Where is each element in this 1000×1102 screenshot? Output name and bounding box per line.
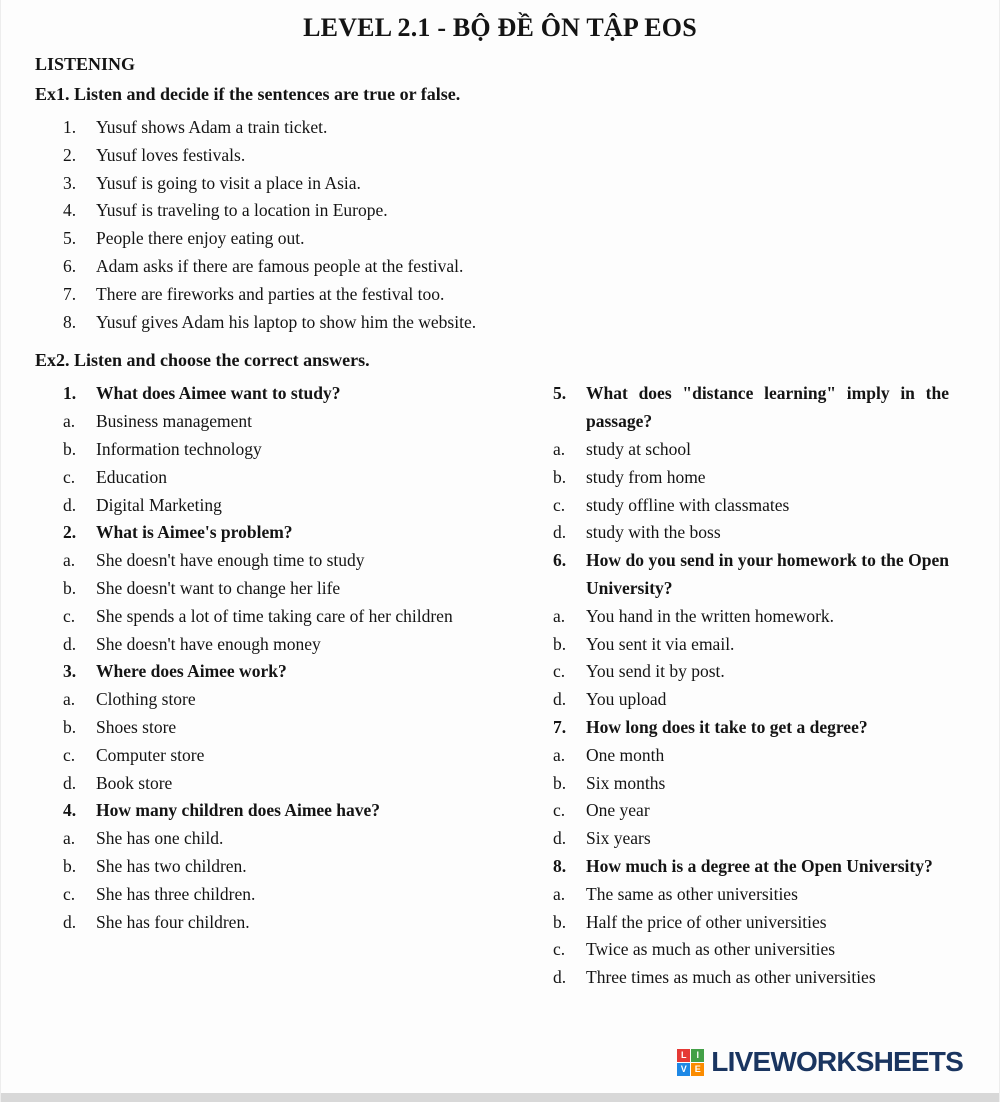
ex1-statement xyxy=(63,114,965,142)
ex2-option-text: Six months xyxy=(586,772,666,793)
ex2-question xyxy=(63,797,483,825)
ex2-option xyxy=(553,492,951,520)
ex2-option xyxy=(63,770,483,798)
ex2-option-marker: d. xyxy=(553,828,567,849)
ex2-option-text: You hand in the written homework. xyxy=(586,605,835,626)
ex2-option-marker: b. xyxy=(553,911,567,932)
ex2-option xyxy=(553,742,951,770)
ex2-option-text: She has four children. xyxy=(96,911,250,932)
ex2-column-left xyxy=(63,380,483,992)
ex2-question xyxy=(63,380,483,408)
ex1-statement-list xyxy=(63,114,965,336)
ex1-statement-text: There are fireworks and parties at the festival too. xyxy=(96,283,445,304)
ex2-option-marker: c. xyxy=(63,744,76,765)
ex2-question-marker: 3. xyxy=(63,661,77,682)
ex2-option xyxy=(63,909,483,937)
ex2-option-marker: b. xyxy=(553,466,567,487)
ex1-statement-text: Yusuf is going to visit a place in Asia. xyxy=(96,172,361,193)
ex2-option-marker: d. xyxy=(553,689,567,710)
ex2-option-text: Computer store xyxy=(96,744,205,765)
ex1-statement-marker: 4. xyxy=(63,200,77,221)
ex2-option-text: Digital Marketing xyxy=(96,494,222,515)
ex2-option-text: You send it by post. xyxy=(586,661,725,682)
ex2-option xyxy=(63,436,483,464)
ex1-statement xyxy=(63,225,965,253)
ex2-option xyxy=(553,603,951,631)
ex2-option-text: Three times as much as other universities xyxy=(586,967,876,988)
liveworksheets-watermark[interactable] xyxy=(677,1046,963,1078)
ex2-option xyxy=(553,797,951,825)
ex2-option xyxy=(553,936,951,964)
ex1-statement-text: Yusuf is traveling to a location in Europe. xyxy=(96,200,388,221)
ex2-option xyxy=(553,631,951,659)
ex2-option xyxy=(63,631,483,659)
ex2-option-marker: d. xyxy=(63,494,77,515)
ex1-statement xyxy=(63,309,965,337)
ex2-option-marker: b. xyxy=(63,438,77,459)
ex2-option-text: Business management xyxy=(96,411,253,432)
ex1-statement-marker: 7. xyxy=(63,283,77,304)
ex1-statement xyxy=(63,281,965,309)
logo-letter-e: E xyxy=(691,1063,704,1076)
ex2-question-marker: 6. xyxy=(553,550,567,571)
ex2-option-marker: c. xyxy=(63,466,76,487)
ex2-option-text: Clothing store xyxy=(96,689,196,710)
ex2-option-text: The same as other universities xyxy=(586,883,798,904)
ex2-option-text: One month xyxy=(586,744,665,765)
ex2-option-marker: b. xyxy=(63,855,77,876)
ex2-option-text: She doesn't have enough money xyxy=(96,633,321,654)
page-title: LEVEL 2.1 - BỘ ĐỀ ÔN TẬP EOS xyxy=(303,13,697,42)
ex2-option-text: Half the price of other universities xyxy=(586,911,827,932)
ex2-option xyxy=(63,464,483,492)
ex2-option-text: You sent it via email. xyxy=(586,633,735,654)
ex2-option xyxy=(553,658,951,686)
ex2-option xyxy=(553,686,951,714)
ex2-option-marker: a. xyxy=(63,550,76,571)
ex2-option xyxy=(63,575,483,603)
ex1-statement xyxy=(63,170,965,198)
ex1-statement-text: Adam asks if there are famous people at the festival. xyxy=(96,255,464,276)
ex1-statement xyxy=(63,197,965,225)
ex2-option-marker: d. xyxy=(553,522,567,543)
ex2-option-marker: b. xyxy=(553,633,567,654)
ex2-question-marker: 7. xyxy=(553,716,567,737)
ex2-option xyxy=(63,408,483,436)
ex2-option-marker: d. xyxy=(553,967,567,988)
ex1-statement-text: People there enjoy eating out. xyxy=(96,228,305,249)
ex2-option-text: One year xyxy=(586,800,650,821)
ex2-question-text: How many children does Aimee have? xyxy=(96,800,381,821)
ex2-option-text: study at school xyxy=(586,438,691,459)
logo-letter-v: V xyxy=(677,1063,690,1076)
ex2-option xyxy=(553,770,951,798)
ex2-option-marker: b. xyxy=(63,716,77,737)
ex2-option-text: She has three children. xyxy=(96,883,256,904)
ex1-statement-text: Yusuf gives Adam his laptop to show him the website. xyxy=(96,311,477,332)
ex2-option xyxy=(63,881,483,909)
ex2-question-text: What does "distance learning" imply in the passage? xyxy=(586,383,949,432)
section-listening-label: LISTENING xyxy=(35,54,136,74)
ex2-question xyxy=(553,547,951,603)
ex2-option xyxy=(63,853,483,881)
ex2-option-marker: c. xyxy=(63,605,76,626)
ex1-statement-marker: 1. xyxy=(63,117,77,137)
ex2-option-text: She has one child. xyxy=(96,828,224,849)
ex2-option-marker: c. xyxy=(553,800,566,821)
ex2-question-text: How long does it take to get a degree? xyxy=(586,716,868,737)
ex1-statement-marker: 5. xyxy=(63,228,77,249)
ex2-option-marker: c. xyxy=(553,939,566,960)
ex2-option-marker: a. xyxy=(63,411,76,432)
ex2-option-marker: a. xyxy=(553,605,566,626)
ex2-option-text: Education xyxy=(96,466,167,487)
ex2-option-marker: c. xyxy=(553,494,566,515)
ex2-option xyxy=(63,825,483,853)
ex2-option xyxy=(63,742,483,770)
ex2-option xyxy=(63,714,483,742)
ex2-question xyxy=(553,853,951,881)
ex2-question-text: How much is a degree at the Open University? xyxy=(586,855,933,876)
ex2-question-marker: 5. xyxy=(553,383,567,404)
ex2-option-marker: d. xyxy=(63,772,77,793)
ex2-option xyxy=(63,603,483,631)
ex2-heading: Ex2. Listen and choose the correct answers. xyxy=(35,350,370,371)
ex1-statement xyxy=(63,142,965,170)
ex2-option xyxy=(553,519,951,547)
ex1-statement xyxy=(63,253,965,281)
ex1-statement-text: Yusuf loves festivals. xyxy=(96,144,246,165)
ex2-question-text: What is Aimee's problem? xyxy=(96,522,293,543)
ex2-option-text: She spends a lot of time taking care of her children xyxy=(96,605,453,626)
ex2-option-text: She doesn't want to change her life xyxy=(96,577,341,598)
ex2-option-marker: d. xyxy=(63,911,77,932)
ex2-question-marker: 2. xyxy=(63,522,77,543)
ex2-questions-columns xyxy=(63,380,965,992)
ex2-option-text: study offline with classmates xyxy=(586,494,790,515)
ex2-option-marker: a. xyxy=(63,689,76,710)
ex2-option xyxy=(553,881,951,909)
ex1-statement-marker: 8. xyxy=(63,311,77,332)
ex1-statement-marker: 6. xyxy=(63,255,77,276)
ex2-option-text: She has two children. xyxy=(96,855,247,876)
ex2-option xyxy=(553,964,951,992)
ex2-option-marker: c. xyxy=(553,661,566,682)
ex2-question-marker: 8. xyxy=(553,855,567,876)
ex2-option-marker: b. xyxy=(553,772,567,793)
ex2-option xyxy=(63,547,483,575)
ex2-question-marker: 1. xyxy=(63,383,77,404)
ex2-option-text: study from home xyxy=(586,466,706,487)
ex2-option xyxy=(553,909,951,937)
logo-letter-l: L xyxy=(677,1049,690,1062)
ex2-question xyxy=(553,380,951,436)
ex2-option-text: Shoes store xyxy=(96,716,177,737)
ex2-option-marker: c. xyxy=(63,883,76,904)
ex2-option-text: study with the boss xyxy=(586,522,721,543)
ex2-option-marker: b. xyxy=(63,577,77,598)
ex2-question xyxy=(63,658,483,686)
ex2-option-marker: d. xyxy=(63,633,77,654)
ex2-option xyxy=(63,686,483,714)
ex2-option-marker: a. xyxy=(553,883,566,904)
ex2-question-text: How do you send in your homework to the Open University? xyxy=(586,550,949,598)
ex2-question-text: Where does Aimee work? xyxy=(96,661,287,682)
ex2-option xyxy=(553,436,951,464)
ex1-statement-text: Yusuf shows Adam a train ticket. xyxy=(96,117,328,137)
ex2-question xyxy=(63,519,483,547)
ex2-option xyxy=(553,464,951,492)
ex2-option-marker: a. xyxy=(63,828,76,849)
ex2-option-marker: a. xyxy=(553,438,566,459)
ex1-heading: Ex1. Listen and decide if the sentences are true or false. xyxy=(35,84,461,104)
liveworksheets-icon xyxy=(677,1049,704,1076)
ex2-option-text: Information technology xyxy=(96,438,262,459)
page-bottom-edge xyxy=(1,1093,999,1102)
ex2-option-text: Twice as much as other universities xyxy=(586,939,836,960)
ex2-question-marker: 4. xyxy=(63,800,77,821)
ex2-option-text: You upload xyxy=(586,689,667,710)
ex2-question xyxy=(553,714,951,742)
ex2-option xyxy=(553,825,951,853)
ex2-option-text: She doesn't have enough time to study xyxy=(96,550,365,571)
ex2-option-text: Book store xyxy=(96,772,173,793)
logo-letter-i: I xyxy=(691,1049,704,1062)
liveworksheets-logo-text: LIVEWORKSHEETS xyxy=(711,1046,963,1077)
ex2-option-text: Six years xyxy=(586,828,651,849)
ex1-statement-marker: 3. xyxy=(63,172,77,193)
ex2-option-marker: a. xyxy=(553,744,566,765)
ex2-question-text: What does Aimee want to study? xyxy=(96,383,341,404)
ex2-option xyxy=(63,492,483,520)
ex2-column-right xyxy=(553,380,951,992)
ex1-statement-marker: 2. xyxy=(63,144,77,165)
